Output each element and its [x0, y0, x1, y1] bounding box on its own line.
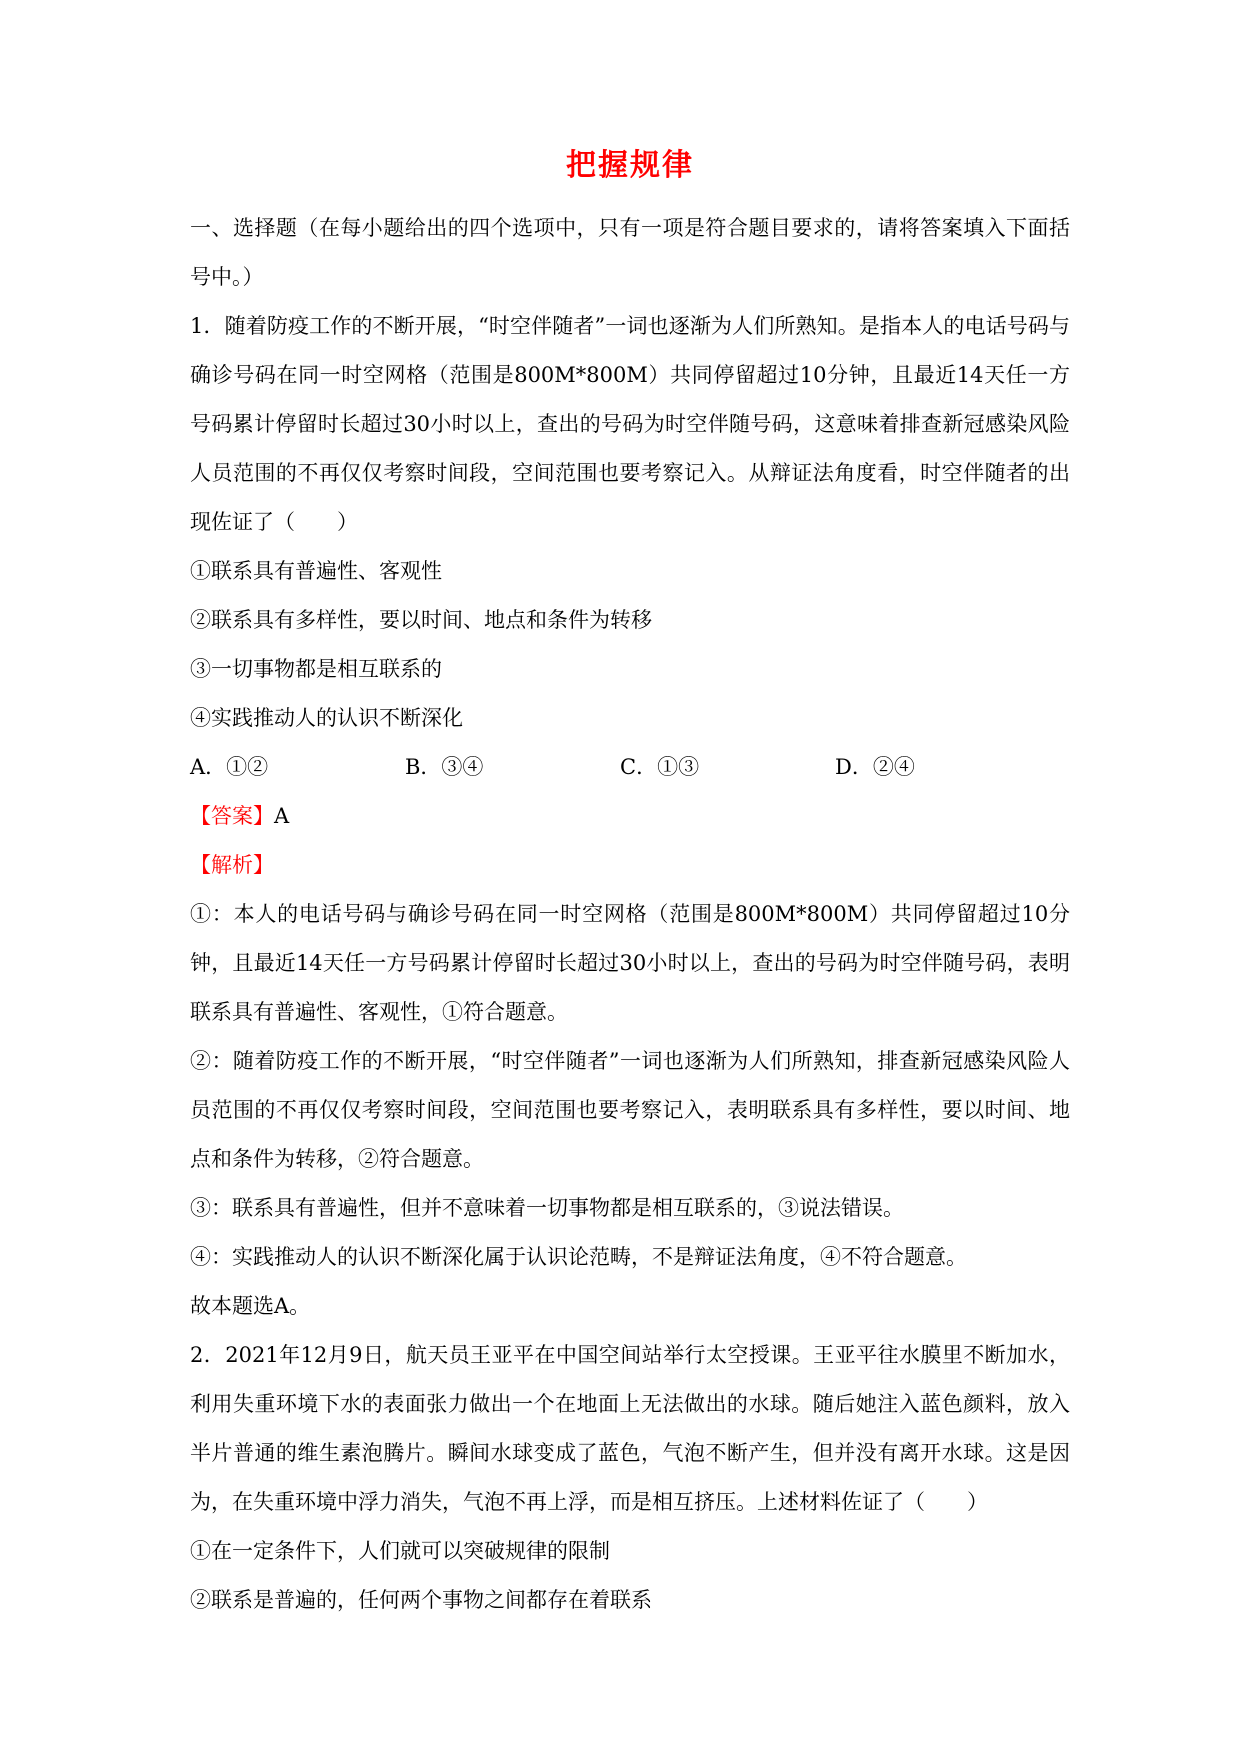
q1-option-d: D．②④ [835, 755, 915, 779]
q1-item-1: ①联系具有普遍性、客观性 [190, 559, 442, 583]
q1-option-b: B．③④ [405, 755, 484, 779]
q1-analysis-2: ②：随着防疫工作的不断开展，“时空伴随者”一词也逐渐为人们所熟知，排查新冠感染风险人员范围的不再仅仅考察时间段，空间范围也要考察记入，表明联系具有多样性，要以时间、地点和条件为转移，②符合题意。 [190, 1049, 1070, 1171]
q1-analysis-3: ③：联系具有普遍性，但并不意味着一切事物都是相互联系的，③说法错误。 [190, 1196, 904, 1220]
q1-options [190, 743, 1070, 792]
q1-stem: 1．随着防疫工作的不断开展，“时空伴随者”一词也逐渐为人们所熟知。是指本人的电话号码与确诊号码在同一时空网格（范围是800M*800M）共同停留超过10分钟，且最近14天任一方号码累计停留时长超过30小时以上，查出的号码为时空伴随号码，这意味着排查新冠感染风险人员范围的不再仅仅考察时间段，空间范围也要考察记入。从辩证法角度看，时空伴随者的出现佐证了（ ） [190, 314, 1070, 534]
document-title: 把握规律 [566, 148, 694, 183]
q1-analysis-4: ④：实践推动人的认识不断深化属于认识论范畴，不是辩证法角度，④不符合题意。 [190, 1245, 967, 1269]
answer-value: A [274, 804, 290, 828]
analysis-label: 【解析】 [190, 853, 274, 877]
q1-item-4: ④实践推动人的认识不断深化 [190, 706, 463, 730]
q1-analysis-1: ①：本人的电话号码与确诊号码在同一时空网格（范围是800M*800M）共同停留超过10分钟，且最近14天任一方号码累计停留时长超过30小时以上，查出的号码为时空伴随号码，表明联系具有普遍性、客观性，①符合题意。 [190, 902, 1070, 1024]
q1-item-3: ③一切事物都是相互联系的 [190, 657, 442, 681]
q1-answer [190, 792, 1070, 841]
q2-item-2: ②联系是普遍的，任何两个事物之间都存在着联系 [190, 1588, 652, 1612]
q2-item-1: ①在一定条件下，人们就可以突破规律的限制 [190, 1539, 610, 1563]
q1-conclusion: 故本题选A。 [190, 1294, 311, 1318]
answer-label: 【答案】 [190, 804, 274, 828]
q2-stem: 2．2021年12月9日，航天员王亚平在中国空间站举行太空授课。王亚平往水膜里不断加水，利用失重环境下水的表面张力做出一个在地面上无法做出的水球。随后她注入蓝色颜料，放入半片普通的维生素泡腾片。瞬间水球变成了蓝色，气泡不断产生，但并没有离开水球。这是因为，在失重环境中浮力消失，气泡不再上浮，而是相互挤压。上述材料佐证了（ ） [190, 1343, 1070, 1514]
q1-item-2: ②联系具有多样性，要以时间、地点和条件为转移 [190, 608, 652, 632]
document-body [190, 204, 1070, 1625]
q1-option-c: C．①③ [620, 755, 700, 779]
section-heading: 一、选择题（在每小题给出的四个选项中，只有一项是符合题目要求的，请将答案填入下面括号中。） [190, 216, 1070, 289]
q1-analysis-heading [190, 841, 1070, 890]
q1-option-a: A．①② [190, 755, 269, 779]
